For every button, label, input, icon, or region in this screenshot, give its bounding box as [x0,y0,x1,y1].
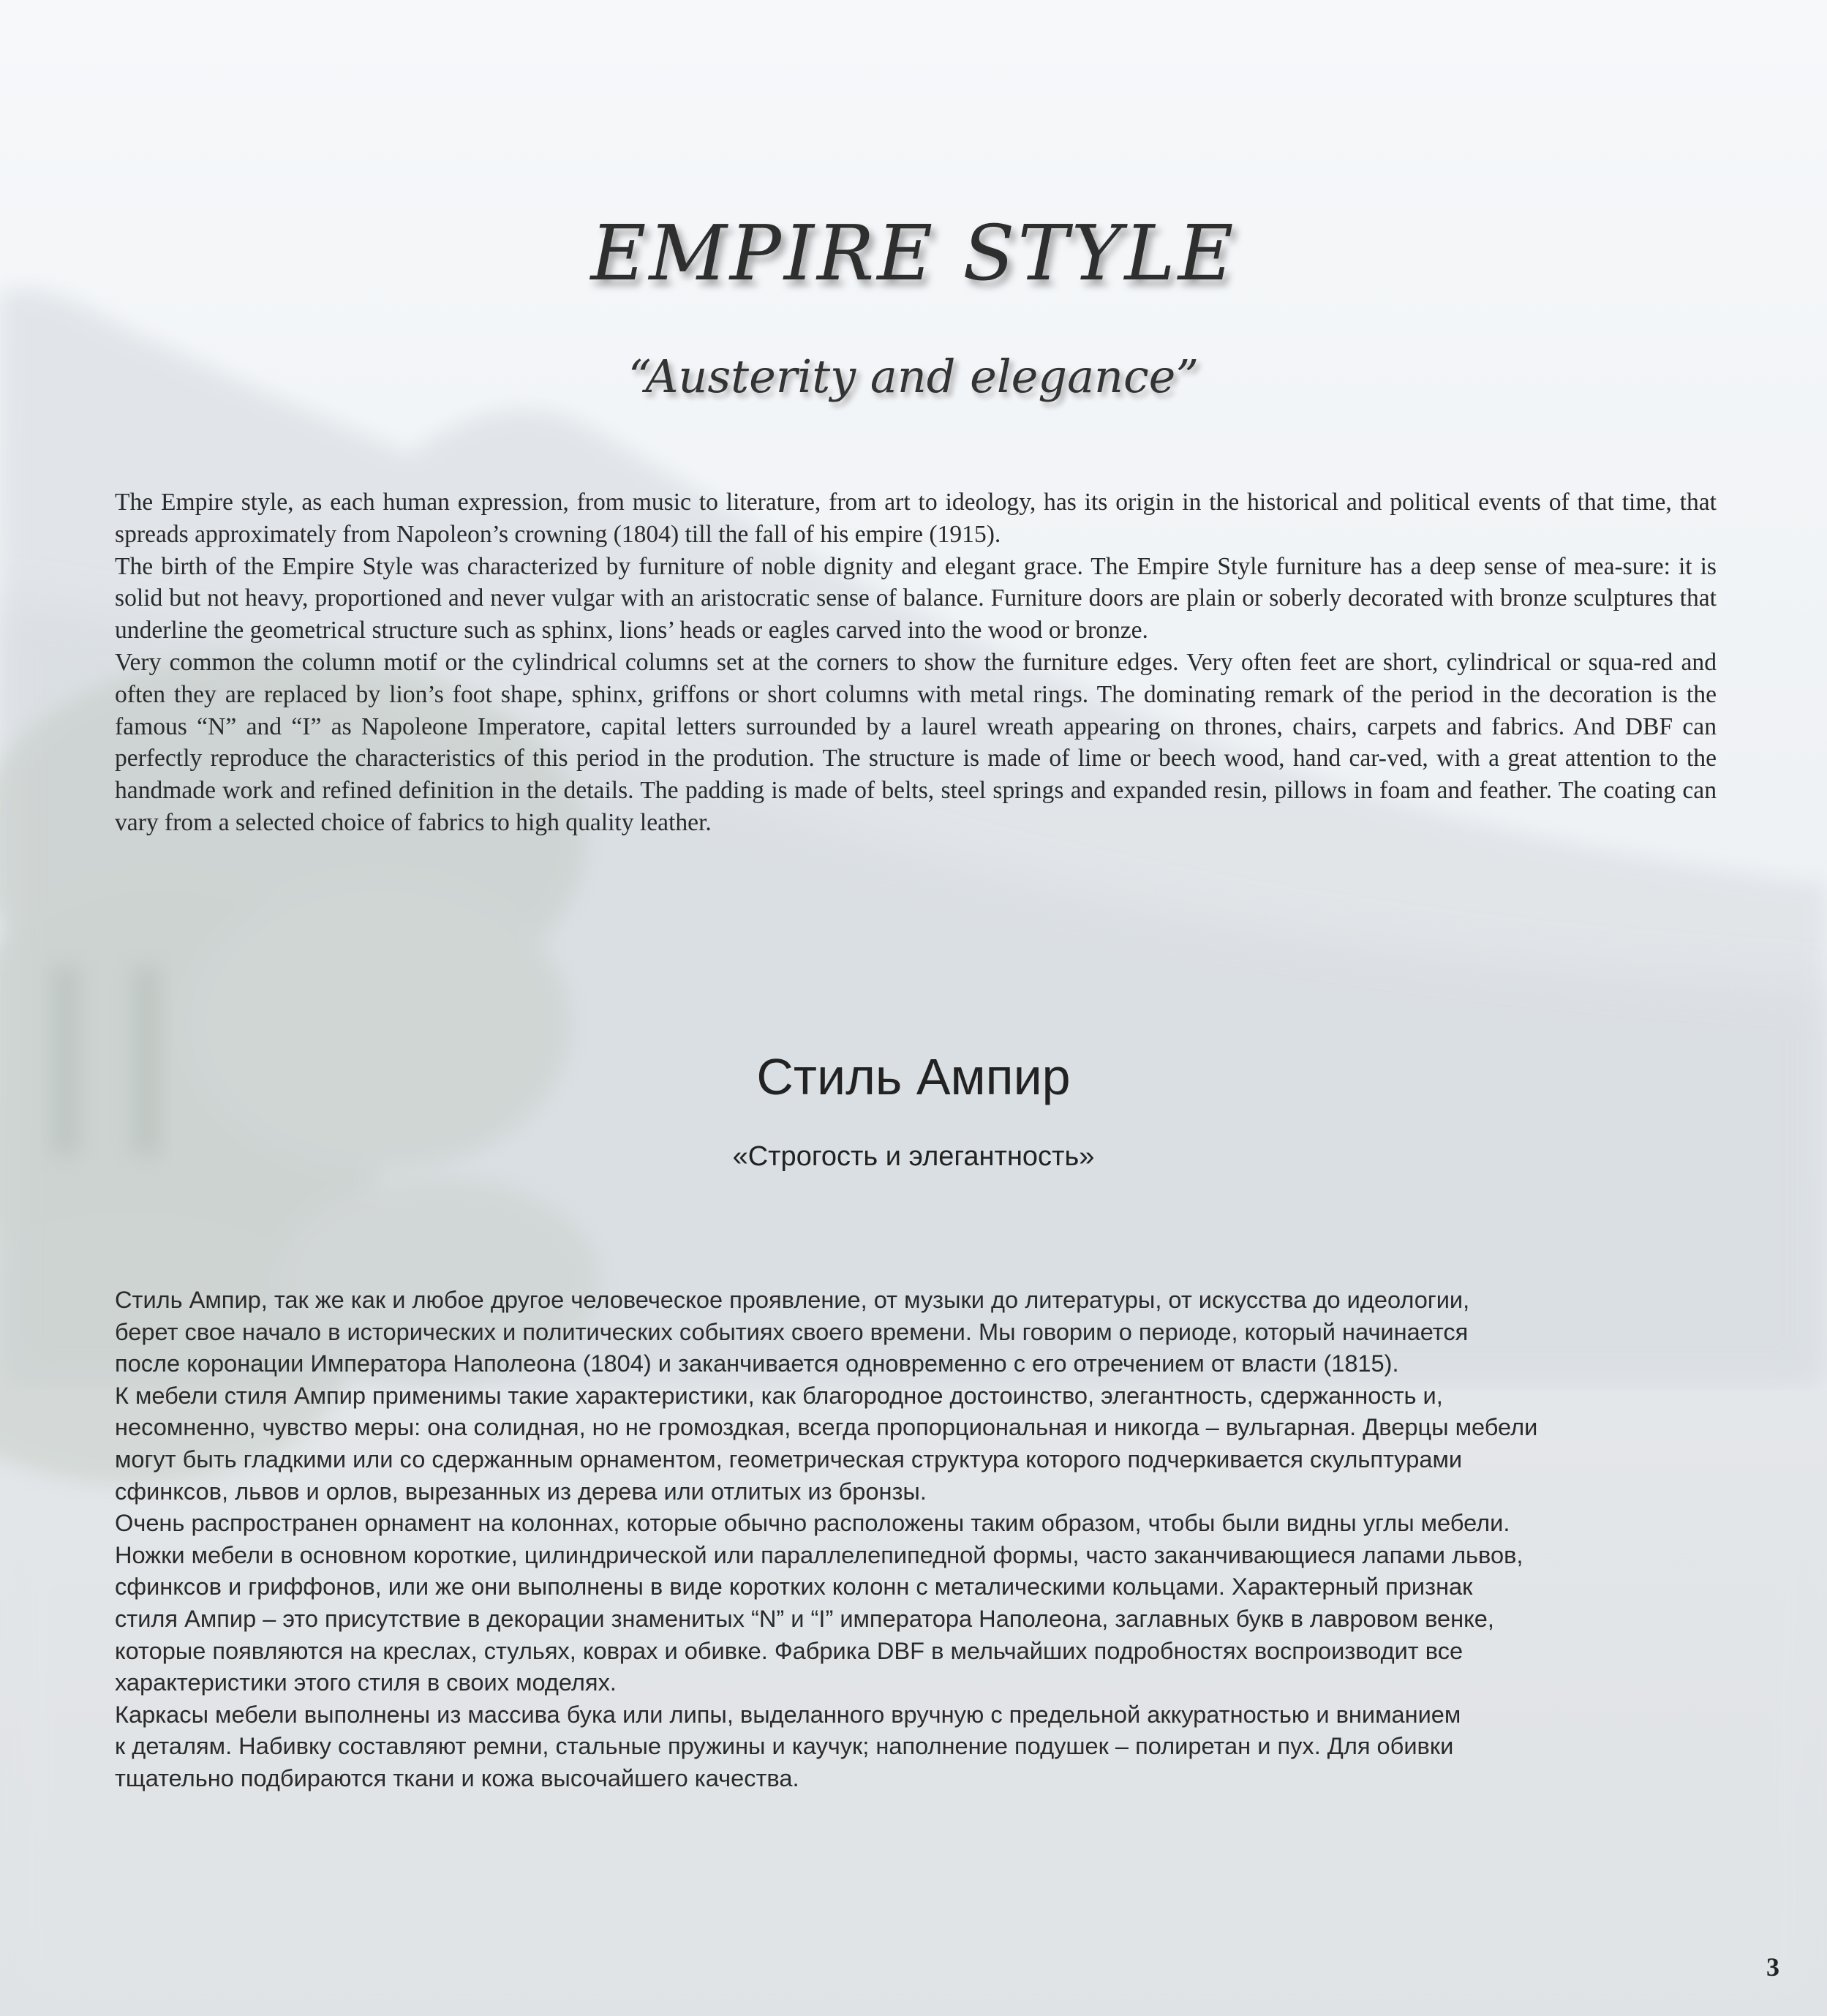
russian-line: после коронации Императора Наполеона (1804) и заканчивается одновременно с его отречением от власти (1815). [115,1350,1399,1377]
russian-line: Каркасы мебели выполнены из массива бука или липы, выделанного вручную с предельной аккуратностью и вниманием [115,1700,1461,1728]
russian-subtitle: «Строгость и элегантность» [732,1141,1095,1172]
page-number: 3 [1766,1952,1779,1982]
english-body-text [115,486,1717,839]
english-paragraph: The birth of the Empire Style was characterized by furniture of noble dignity and elegant grace. The Empire Style furniture has a deep sense of mea-sure: it is solid but not heavy, proportioned and never vulgar with an aristocratic sense of balance. Furniture doors are plain or soberly decorated with bronze sculptures that underline the geometrical structure such as sphinx, lions’ heads or eagles carved into the wood or bronze. [115,552,1717,644]
russian-line: могут быть гладкими или со сдержанным орнаментом, геометрическая структура которого подчеркивается скульптурами [115,1445,1463,1472]
page-subtitle: “Austerity and elegance” [628,350,1199,403]
english-paragraph: Very common the column motif or the cylindrical columns set at the corners to show the furniture edges. Very often feet are short, cylindrical or squa-red and often they are replaced by lion’s foot shape, sphinx, griffons or short columns with metal rings. The dominating remark of the period in the decoration is the famous “N” and “I” as Napoleone Imperatore, capital letters surrounded by a laurel wreath appearing on thrones, chairs, carpets and fabrics. And DBF can perfectly reproduce the characteristics of this period in the prodution. The structure is made of lime or beech wood, hand car-ved, with a great attention to the handmade work and refined definition in the details. The padding is made of belts, steel springs and expanded resin, pillows in foam and feather. The coating can vary from a selected choice of fabrics to high quality leather. [115,648,1717,836]
russian-line: несомненно, чувство меры: она солидная, но не громоздкая, всегда пропорциональная и никогда – вульгарная. Дверцы мебели [115,1413,1538,1441]
russian-line: характеристики этого стиля в своих моделях. [115,1669,617,1696]
russian-title: Стиль Ампир [756,1048,1071,1105]
russian-line: сфинксов, львов и орлов, вырезанных из дерева или отлитых из бронзы. [115,1477,927,1505]
page-title: EMPIRE STYLE [590,208,1237,298]
english-paragraph: The Empire style, as each human expression, from music to literature, from art to ideology, has its origin in the historical and political events of that time, that spreads approximately from Napoleon’s crowning (1804) till the fall of his empire (1915). [115,489,1717,548]
russian-line: тщательно подбираются ткани и кожа высочайшего качества. [115,1764,799,1791]
russian-line: Ножки мебели в основном короткие, цилиндрической или параллелепипедной формы, часто заканчивающиеся лапами львов, [115,1541,1523,1568]
russian-line: Очень распространен орнамент на колоннах, которые обычно расположены таким образом, чтобы были видны углы мебели. [115,1509,1510,1537]
russian-line: К мебели стиля Ампир применимы такие характеристики, как благородное достоинство, элегантность, сдержанность и, [115,1381,1443,1409]
russian-line: стиля Ампир – это присутствие в декорации знаменитых “N” и “I” императора Наполеона, заглавных букв в лавровом венке, [115,1604,1494,1632]
russian-line: которые появляются на креслах, стульях, коврах и обивке. Фабрика DBF в мельчайших подробностях воспроизводит все [115,1636,1464,1664]
russian-line: берет свое начало в исторических и политических событиях своего времени. Мы говорим о периоде, который начинается [115,1317,1469,1345]
russian-body-text [115,1284,1724,1794]
russian-line: Стиль Ампир, так же как и любое другое человеческое проявление, от музыки до литературы, от искусства до идеологии, [115,1286,1470,1313]
russian-line: к деталям. Набивку составляют ремни, стальные пружины и каучук; наполнение подушек – полиретан и пух. Для обивки [115,1732,1454,1760]
russian-line: сфинксов и гриффонов, или же они выполнены в виде коротких колонн с металическими кольцами. Характерный признак [115,1573,1473,1601]
